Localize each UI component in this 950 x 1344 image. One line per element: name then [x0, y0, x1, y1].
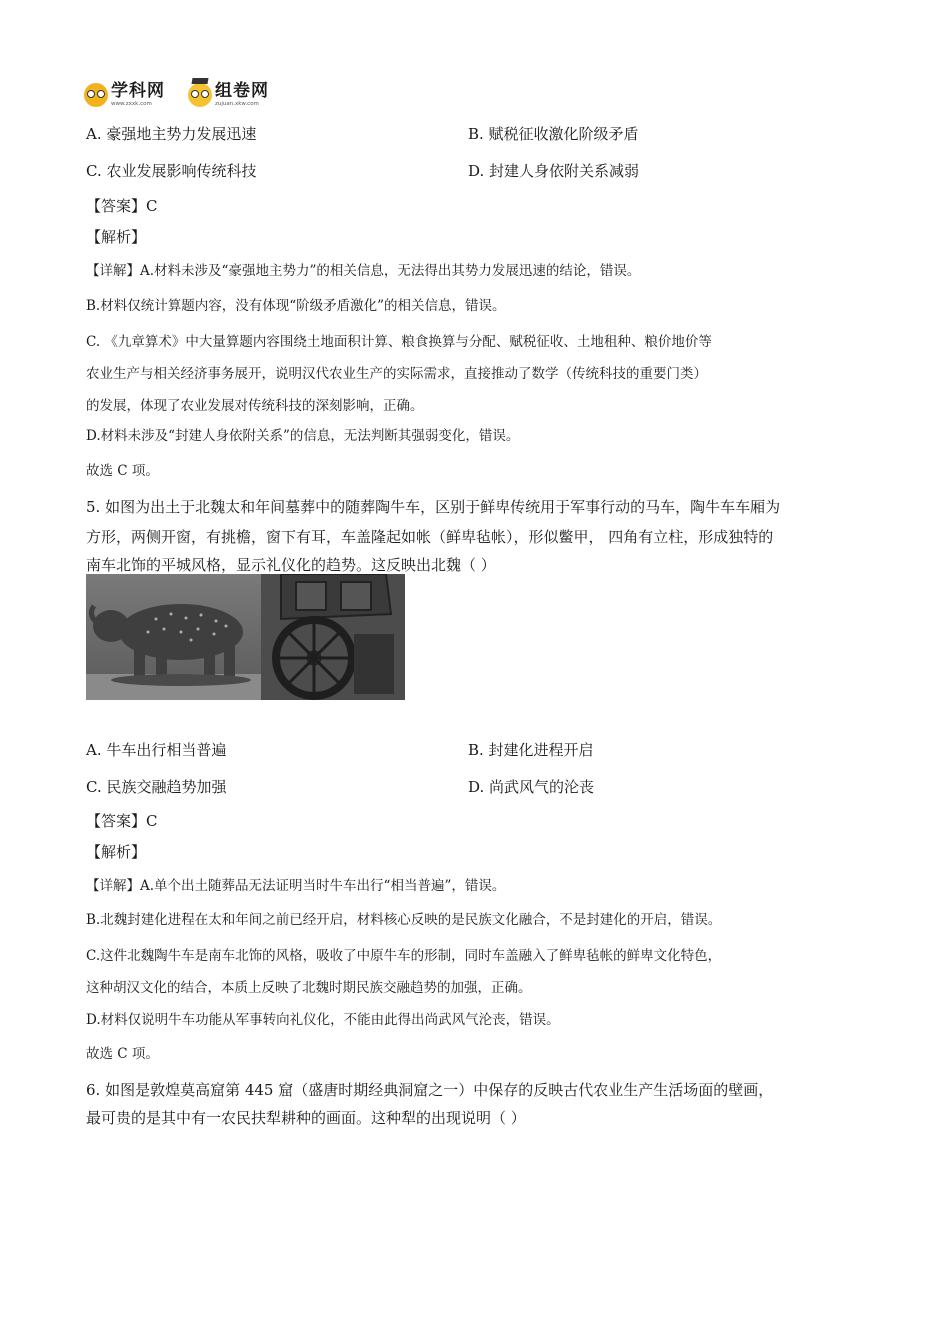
owl-cap-icon	[188, 83, 212, 107]
pottery-ox-cart-photo	[86, 574, 405, 700]
q4-detail-3: C. 《九章算术》中大量算题内容围绕土地面积计算、粮食换算与分配、赋税征收、土地租种、粮价地价等	[86, 334, 712, 350]
q5-stem-3: 南车北饰的平城风格，显示礼仪化的趋势。这反映出北魏（ ）	[86, 556, 496, 574]
q5-option-b: B. 封建化进程开启	[468, 741, 594, 759]
q5-answer: 【答案】C	[86, 812, 158, 830]
logo2-name: 组卷网	[215, 80, 269, 101]
q5-option-c: C. 民族交融趋势加强	[86, 778, 227, 796]
q5-detail-5: D.材料仅说明牛车功能从军事转向礼仪化，不能由此得出尚武风气沦丧，错误。	[86, 1012, 560, 1028]
q4-analysis-label: 【解析】	[86, 228, 147, 246]
q4-option-a: A. 豪强地主势力发展迅速	[86, 125, 257, 143]
header-logos	[84, 78, 304, 112]
q4-detail-4: 农业生产与相关经济事务展开，说明汉代农业生产的实际需求，直接推动了数学（传统科技的重要门类）	[86, 366, 707, 382]
q5-option-d: D. 尚武风气的沦丧	[468, 778, 595, 796]
q4-detail-1: 【详解】A.材料未涉及“豪强地主势力”的相关信息，无法得出其势力发展迅速的结论，错误。	[86, 263, 641, 279]
q4-detail-5: 的发展，体现了农业发展对传统科技的深刻影响，正确。	[86, 398, 424, 414]
q5-conclusion: 故选 C 项。	[86, 1046, 159, 1062]
q5-stem-2: 方形，两侧开窗，有挑檐，窗下有耳，车盖隆起如帐（鲜卑毡帐），形似鳖甲， 四角有立柱，形成独特的	[86, 528, 774, 546]
q5-detail-1: 【详解】A.单个出土随葬品无法证明当时牛车出行“相当普遍”，错误。	[86, 878, 506, 894]
logo1-name: 学科网	[111, 80, 165, 101]
q5-detail-2: B.北魏封建化进程在太和年间之前已经开启，材料核心反映的是民族文化融合，不是封建化的开启，错误。	[86, 912, 722, 928]
q4-conclusion: 故选 C 项。	[86, 463, 159, 479]
q4-detail-2: B.材料仅统计算题内容，没有体现“阶级矛盾激化”的相关信息，错误。	[86, 298, 506, 314]
logo1-url: www.zxxk.com	[111, 100, 152, 107]
q4-detail-6: D.材料未涉及“封建人身依附关系”的信息，无法判断其强弱变化，错误。	[86, 428, 520, 444]
q4-option-c: C. 农业发展影响传统科技	[86, 162, 257, 180]
zujuan-logo[interactable]	[188, 78, 269, 112]
q5-analysis-label: 【解析】	[86, 843, 147, 861]
logo2-url: zujuan.xkw.com	[215, 100, 259, 107]
q6-stem-1: 6. 如图是敦煌莫高窟第 445 窟（盛唐时期经典洞窟之一）中保存的反映古代农业生产生活场面的壁画，	[86, 1081, 774, 1099]
q5-option-a: A. 牛车出行相当普遍	[86, 741, 227, 759]
q5-detail-3: C.这件北魏陶牛车是南车北饰的风格，吸收了中原牛车的形制，同时车盖融入了鲜卑毡帐的鲜卑文化特色，	[86, 948, 722, 964]
q4-answer: 【答案】C	[86, 197, 158, 215]
q4-option-b: B. 赋税征收激化阶级矛盾	[468, 125, 639, 143]
zxxk-logo[interactable]	[84, 78, 165, 112]
q5-stem-1: 5. 如图为出土于北魏太和年间墓葬中的随葬陶牛车，区别于鲜卑传统用于军事行动的马车，陶牛车车厢为	[86, 498, 781, 516]
q6-stem-2: 最可贵的是其中有一农民扶犁耕种的画面。这种犁的出现说明（ ）	[86, 1109, 526, 1127]
owl-icon	[84, 83, 108, 107]
q4-option-d: D. 封建人身依附关系减弱	[468, 162, 640, 180]
q5-detail-4: 这种胡汉文化的结合，本质上反映了北魏时期民族交融趋势的加强，正确。	[86, 980, 532, 996]
